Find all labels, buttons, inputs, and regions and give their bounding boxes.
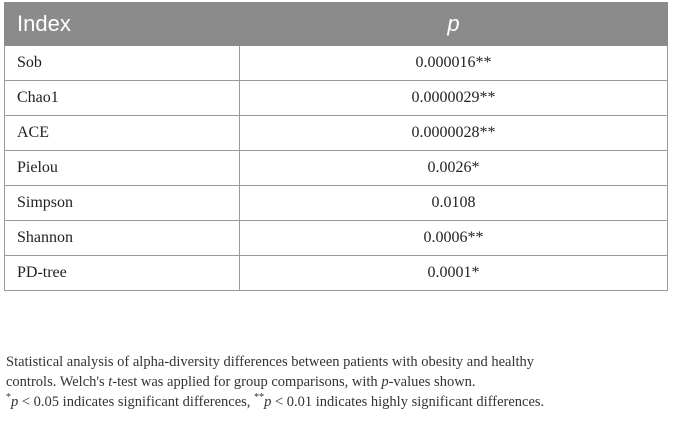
footnote-star: *: [6, 392, 11, 404]
footnote-italic-p: p: [11, 394, 19, 410]
row-p-cell: 0.0000028**: [240, 116, 668, 151]
row-p-cell: 0.0108: [240, 186, 668, 221]
table-row: [5, 151, 668, 186]
footnote-text: -test was applied for group comparisons, with: [112, 374, 382, 390]
footnote-text: -values shown.: [388, 374, 476, 390]
row-p-cell: 0.0000029**: [240, 81, 668, 116]
footnote-line-2: [6, 372, 666, 392]
row-p-cell: 0.000016**: [240, 46, 668, 81]
footnote-double-star: **: [254, 392, 265, 404]
footnote-italic-t: t: [108, 374, 113, 390]
row-p-cell: 0.0026*: [240, 151, 668, 186]
row-index-cell: Pielou: [5, 151, 240, 186]
row-index-cell: Shannon: [5, 221, 240, 256]
row-p-cell: 0.0001*: [240, 256, 668, 291]
footnote-italic-p: p: [381, 374, 389, 390]
table-row: [5, 186, 668, 221]
row-index-cell: PD-tree: [5, 256, 240, 291]
row-index-cell: Simpson: [5, 186, 240, 221]
row-index-cell: Sob: [5, 46, 240, 81]
table-row: [5, 46, 668, 81]
footnote-text: < 0.01 indicates highly significant differences.: [271, 394, 545, 410]
table-footnote: [6, 352, 666, 412]
row-index-cell: Chao1: [5, 81, 240, 116]
footnote-line-3: [6, 392, 666, 412]
footnote-text: < 0.05 indicates significant differences,: [18, 394, 255, 410]
footnote-text: Statistical analysis of alpha-diversity differences between patients with obesity and healthy: [6, 354, 535, 370]
header-p-value: p: [240, 3, 668, 46]
table-row: [5, 221, 668, 256]
footnote-italic-p: p: [264, 394, 272, 410]
row-p-cell: 0.0006**: [240, 221, 668, 256]
table-row: [5, 116, 668, 151]
footnote-text: controls. Welch's: [6, 374, 109, 390]
table-row: [5, 81, 668, 116]
header-index: Index: [5, 3, 240, 46]
table-row: [5, 256, 668, 291]
alpha-diversity-table: [4, 2, 668, 291]
row-index-cell: ACE: [5, 116, 240, 151]
table-header-row: [5, 3, 668, 46]
footnote-line-1: [6, 352, 666, 372]
results-table-container: [4, 2, 667, 291]
